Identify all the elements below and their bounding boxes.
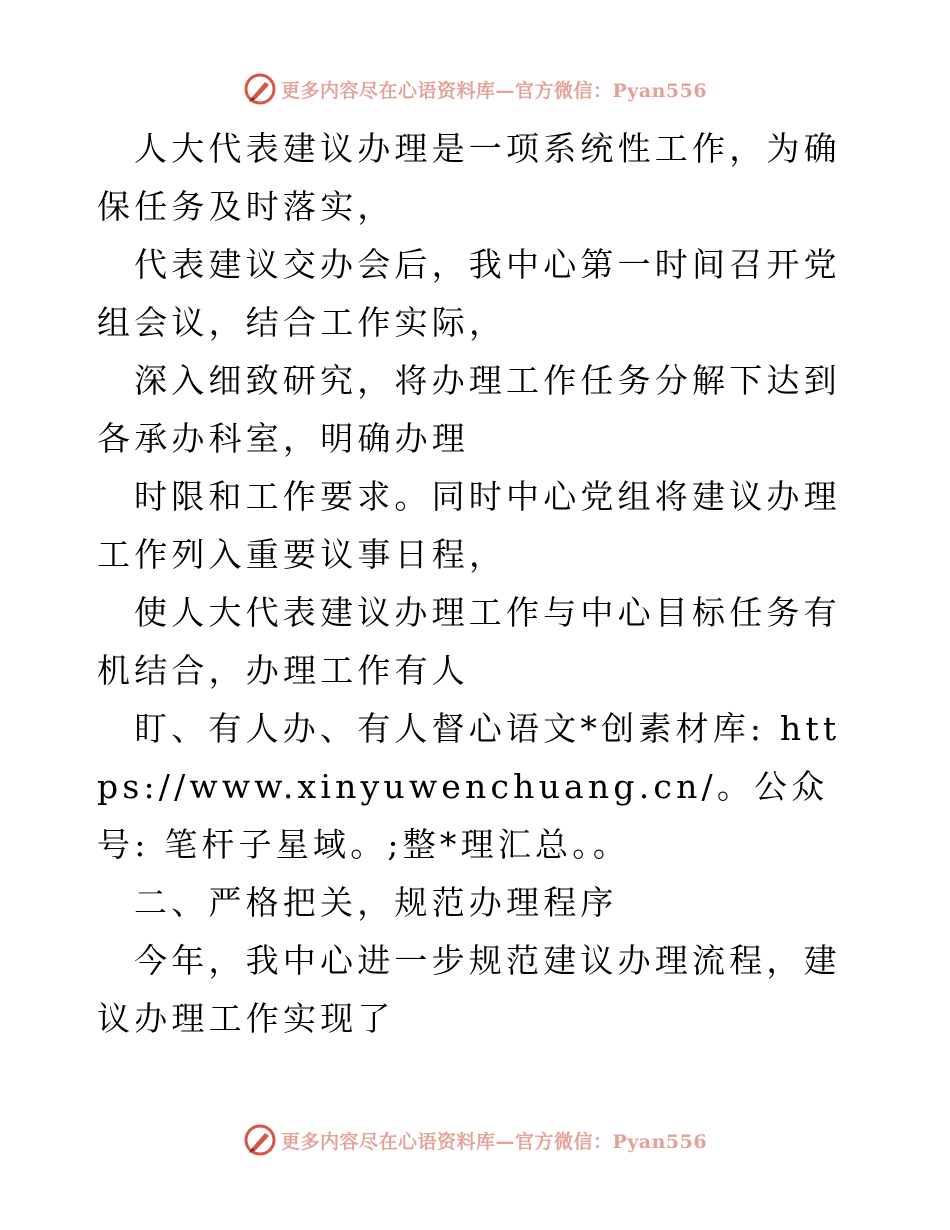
paragraph: 盯、有人办、有人督心语文*创素材库: https://www.xinyuwenchuang.cn/。公众号: 笔杆子星域。;整*理汇总。。 (97, 709, 841, 864)
brush-logo-icon (243, 72, 277, 106)
footer-banner-text: 更多内容尽在心语资料库—官方微信：Pyan556 (280, 1130, 708, 1153)
paragraph: 人大代表建议办理是一项系统性工作，为确保任务及时落实， (97, 129, 841, 226)
paragraph: 今年，我中心进一步规范建议办理流程，建议办理工作实现了 (97, 941, 841, 1038)
paragraph: 代表建议交办会后，我中心第一时间召开党组会议，结合工作实际， (97, 245, 841, 342)
section-heading: 二、严格把关，规范办理程序 (134, 883, 618, 922)
header-banner-text: 更多内容尽在心语资料库—官方微信：Pyan556 (280, 79, 708, 102)
brush-logo-icon (243, 1123, 277, 1157)
document-body (97, 120, 853, 1048)
paragraph: 时限和工作要求。同时中心党组将建议办理工作列入重要议事日程， (97, 477, 841, 574)
paragraph: 使人大代表建议办理工作与中心目标任务有机结合，办理工作有人 (97, 593, 841, 690)
paragraph: 深入细致研究，将办理工作任务分解下达到各承办科室，明确办理 (97, 361, 841, 458)
footer-banner (0, 1120, 950, 1160)
header-banner (0, 69, 950, 109)
